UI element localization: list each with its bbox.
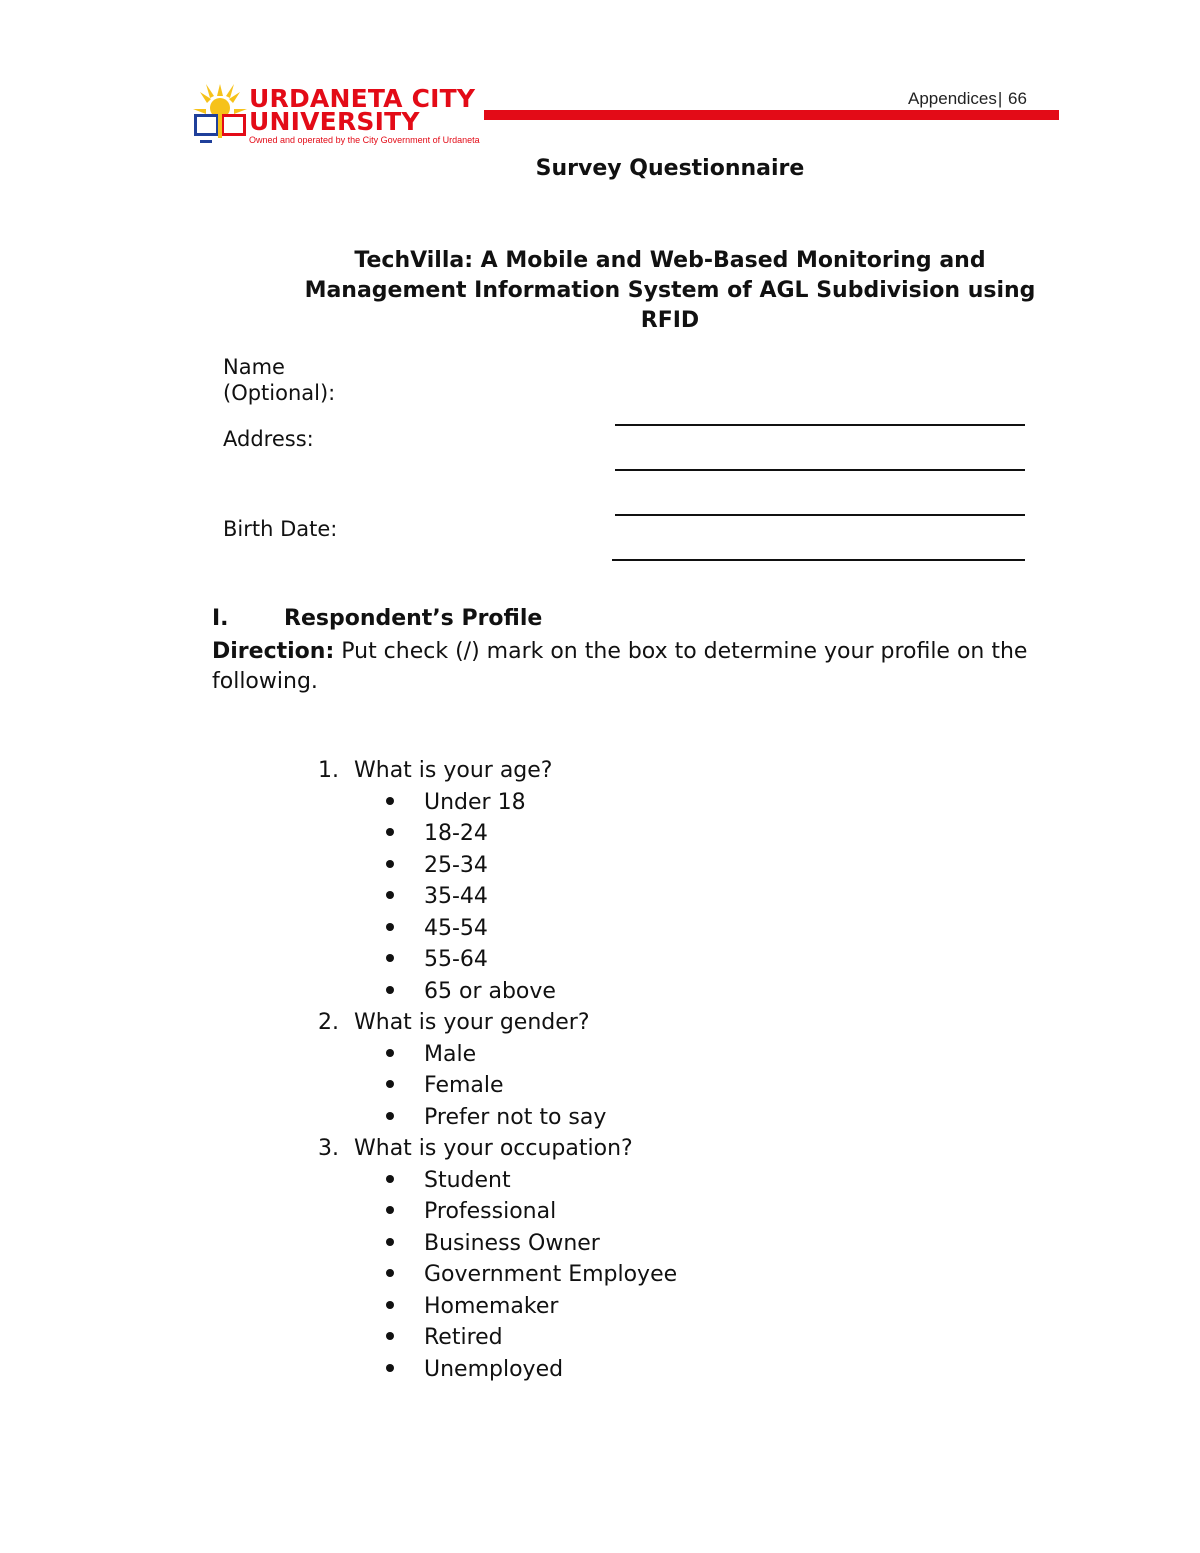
option-item[interactable]	[386, 1357, 563, 1382]
question-number: 1.	[318, 758, 339, 783]
option-label: 25-34	[424, 852, 488, 878]
bullet-icon	[386, 1364, 394, 1372]
direction-body: Put check (/) mark on the box to determine your profile on the following.	[212, 639, 1028, 694]
option-label: Government Employee	[424, 1262, 678, 1287]
name-label-line1: Name	[223, 355, 285, 379]
option-label: Professional	[424, 1199, 557, 1224]
bullet-icon	[386, 954, 394, 962]
bullet-icon	[386, 1238, 394, 1246]
question-number: 2.	[318, 1010, 339, 1035]
bullet-icon	[386, 860, 394, 868]
option-item[interactable]	[386, 1168, 511, 1193]
option-item[interactable]	[386, 1231, 600, 1256]
page-header-label	[908, 89, 1027, 109]
option-item[interactable]	[386, 979, 556, 1004]
bullet-icon	[386, 1080, 394, 1088]
option-item[interactable]	[386, 1199, 556, 1224]
birth-date-blank-line[interactable]	[612, 559, 1025, 561]
bullet-icon	[386, 986, 394, 994]
bullet-icon	[386, 1332, 394, 1340]
option-label: Male	[424, 1041, 477, 1067]
logo-university-name-line2: UNIVERSITY	[249, 107, 420, 136]
direction-text	[212, 637, 1072, 697]
direction-label: Direction:	[212, 639, 335, 664]
bullet-icon	[386, 1175, 394, 1183]
address-blank-line-2[interactable]	[615, 514, 1025, 516]
address-blank-line-1[interactable]	[615, 469, 1025, 471]
option-item[interactable]	[386, 947, 488, 972]
option-label: Under 18	[424, 789, 526, 815]
option-item[interactable]	[386, 1073, 504, 1098]
option-label: Female	[424, 1073, 504, 1098]
option-item[interactable]	[386, 790, 526, 815]
option-label: Business Owner	[424, 1230, 600, 1256]
option-label: 65 or above	[424, 978, 556, 1004]
question-text: What is your age?	[354, 758, 553, 783]
option-item[interactable]	[386, 853, 488, 878]
option-label: Homemaker	[424, 1293, 559, 1319]
option-item[interactable]	[386, 1325, 503, 1350]
option-item[interactable]	[386, 1262, 677, 1287]
option-item[interactable]	[386, 1294, 558, 1319]
option-item[interactable]	[386, 1042, 476, 1067]
birth-date-label: Birth Date:	[223, 517, 338, 541]
option-label: Student	[424, 1167, 511, 1193]
option-item[interactable]	[386, 884, 488, 909]
bullet-icon	[386, 1206, 394, 1214]
option-item[interactable]	[386, 1105, 606, 1130]
question-1	[318, 758, 552, 783]
bullet-icon	[386, 828, 394, 836]
question-3	[318, 1136, 633, 1161]
header-red-underline	[932, 118, 1059, 120]
bullet-icon	[386, 923, 394, 931]
page-number: 66	[1008, 89, 1027, 108]
question-number: 3.	[318, 1136, 339, 1161]
bullet-icon	[386, 1049, 394, 1057]
option-item[interactable]	[386, 821, 488, 846]
question-text: What is your occupation?	[354, 1136, 633, 1161]
section-number: I.	[212, 606, 229, 631]
section-label: Appendices	[908, 89, 997, 108]
separator-bar: |	[997, 89, 1003, 108]
question-2	[318, 1010, 590, 1035]
option-label: 45-54	[424, 915, 488, 941]
name-blank-line[interactable]	[615, 424, 1025, 426]
bullet-icon	[386, 1301, 394, 1309]
option-label: Unemployed	[424, 1356, 564, 1382]
option-label: Retired	[424, 1325, 503, 1350]
document-subtitle: TechVilla: A Mobile and Web-Based Monitoring and Management Information System of AGL Subdivision using RFID	[304, 248, 1036, 333]
address-label: Address:	[223, 427, 314, 451]
sun-book-emblem-icon	[192, 82, 248, 148]
option-label: 35-44	[424, 884, 488, 909]
name-label	[223, 354, 335, 406]
bullet-icon	[386, 1269, 394, 1277]
option-label: Prefer not to say	[424, 1104, 607, 1130]
bullet-icon	[386, 797, 394, 805]
page-title: Survey Questionnaire	[535, 156, 805, 181]
bullet-icon	[386, 891, 394, 899]
logo-tagline: Owned and operated by the City Government of Urdaneta	[249, 135, 480, 145]
section-title: Respondent’s Profile	[284, 606, 543, 631]
question-text: What is your gender?	[354, 1010, 590, 1035]
option-label: 18-24	[424, 821, 488, 846]
option-item[interactable]	[386, 916, 488, 941]
logo-university-name-line1: URDANETA CITY	[249, 84, 476, 113]
name-label-line2: (Optional):	[223, 381, 336, 405]
university-logo	[192, 82, 492, 148]
option-label: 55-64	[424, 947, 488, 972]
bullet-icon	[386, 1112, 394, 1120]
